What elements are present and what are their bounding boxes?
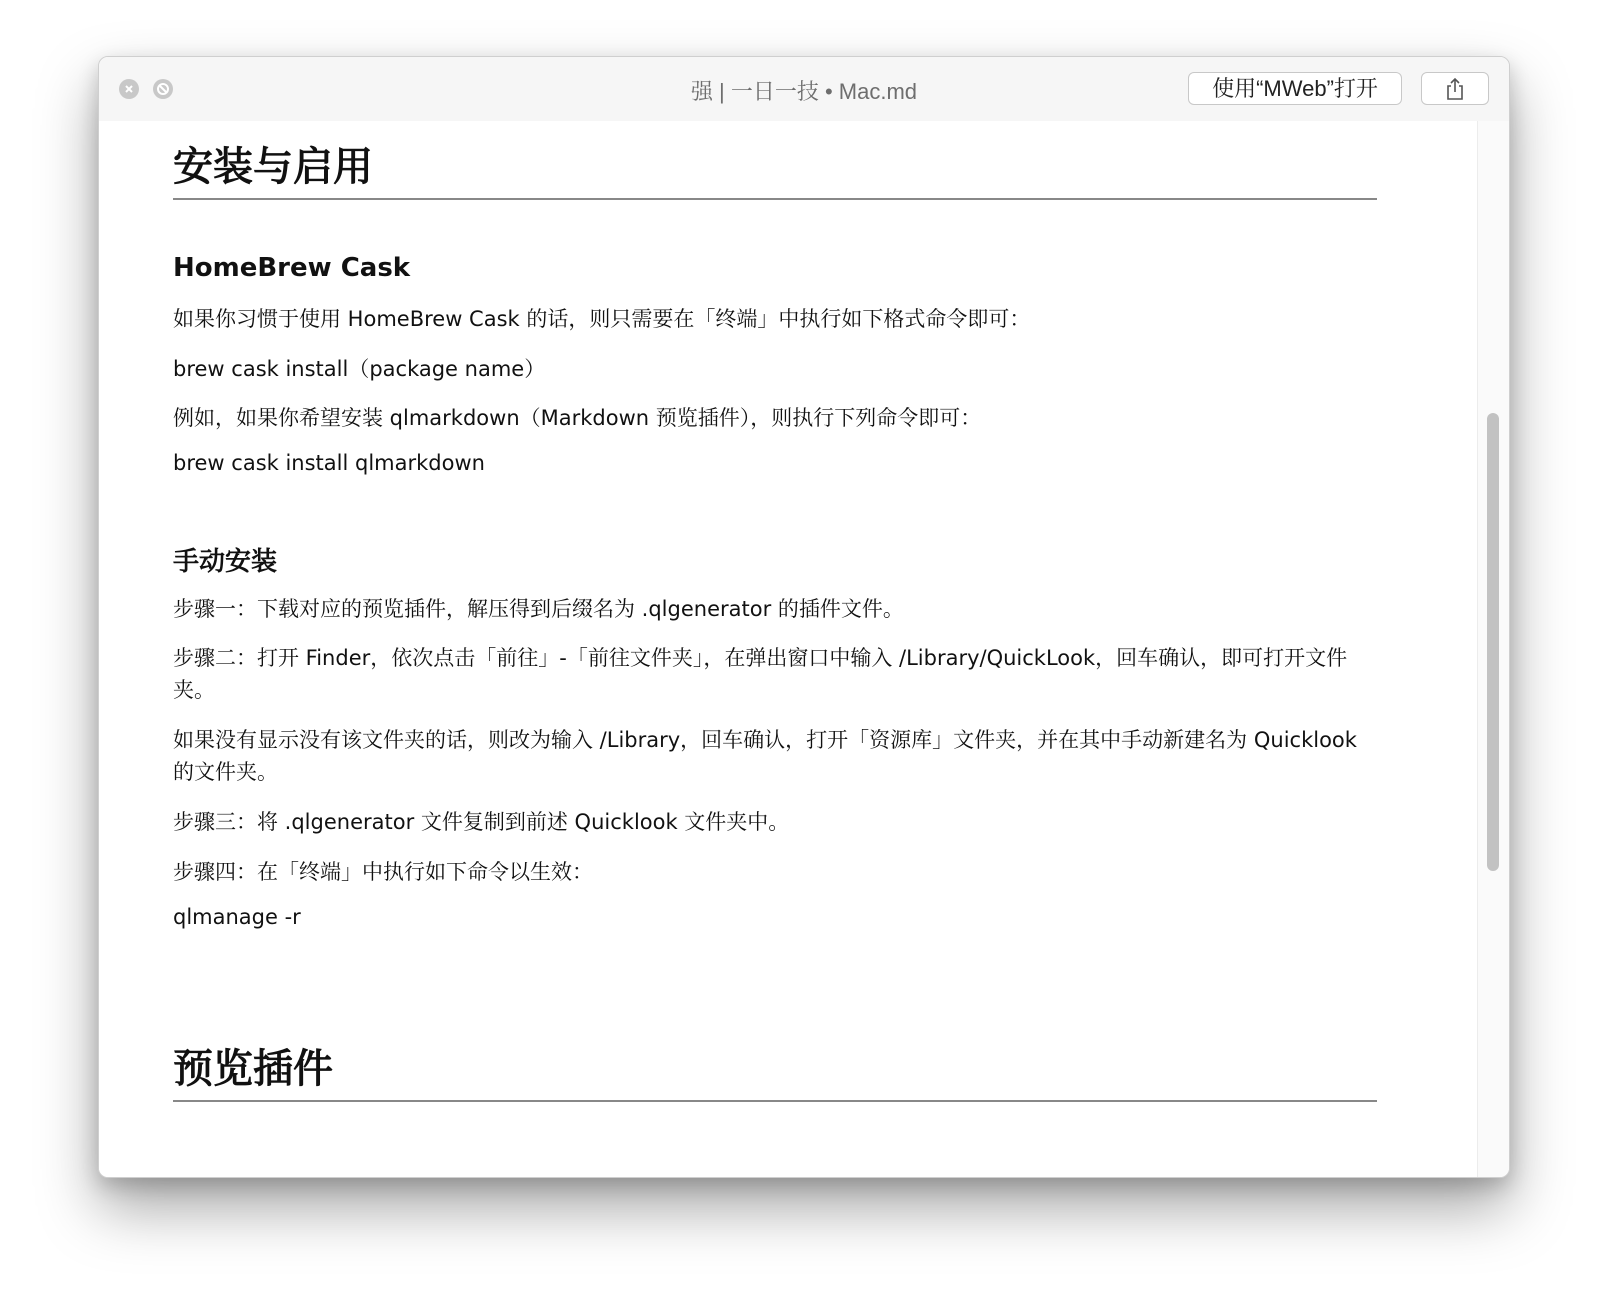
paragraph-no-folder: 如果没有显示没有该文件夹的话，则改为输入 /Library，回车确认，打开「资源库」文件夹，并在其中手动新建名为 Quicklook 的文件夹。 — [173, 728, 1357, 784]
heading-preview-plugins: 预览插件 — [173, 1037, 1377, 1102]
vertical-scrollbar[interactable] — [1477, 121, 1510, 1177]
share-button[interactable] — [1421, 72, 1489, 105]
paragraph-example: 例如，如果你希望安装 qlmarkdown（Markdown 预览插件），则执行下列命令即可： — [173, 406, 982, 430]
paragraph-command-example: brew cask install qlmarkdown — [173, 451, 485, 475]
paragraph-command-format: brew cask install（package name） — [173, 357, 546, 381]
heading-manual-install: 手动安装 — [173, 547, 278, 577]
paragraph-step-two: 步骤二：打开 Finder，依次点击「前往」-「前往文件夹」，在弹出窗口中输入 /Library/QuickLook，回车确认，即可打开文件夹。 — [173, 646, 1348, 702]
paragraph-step-four: 步骤四：在「终端」中执行如下命令以生效： — [173, 860, 593, 884]
scrollbar-thumb[interactable] — [1487, 413, 1499, 871]
heading-install: 安装与启用 — [173, 135, 1377, 200]
heading-homebrew-cask: HomeBrew Cask — [173, 253, 411, 283]
open-with-mweb-button[interactable]: 使用“MWeb”打开 — [1188, 72, 1402, 105]
title-bar[interactable] — [99, 57, 1509, 121]
paragraph-homebrew-intro: 如果你习惯于使用 HomeBrew Cask 的话，则只需要在「终端」中执行如下格式命令即可： — [173, 307, 1031, 331]
document-preview[interactable] — [99, 121, 1477, 1177]
quicklook-window — [98, 56, 1510, 1178]
paragraph-step-one: 步骤一：下载对应的预览插件，解压得到后缀名为 .qlgenerator 的插件文件。 — [173, 597, 904, 621]
paragraph-qlmanage-command: qlmanage -r — [173, 905, 301, 929]
paragraph-step-three: 步骤三：将 .qlgenerator 文件复制到前述 Quicklook 文件夹中。 — [173, 810, 790, 834]
share-icon — [1445, 77, 1465, 101]
window-title: 强 | 一日一技 • Mac.md — [690, 79, 918, 104]
